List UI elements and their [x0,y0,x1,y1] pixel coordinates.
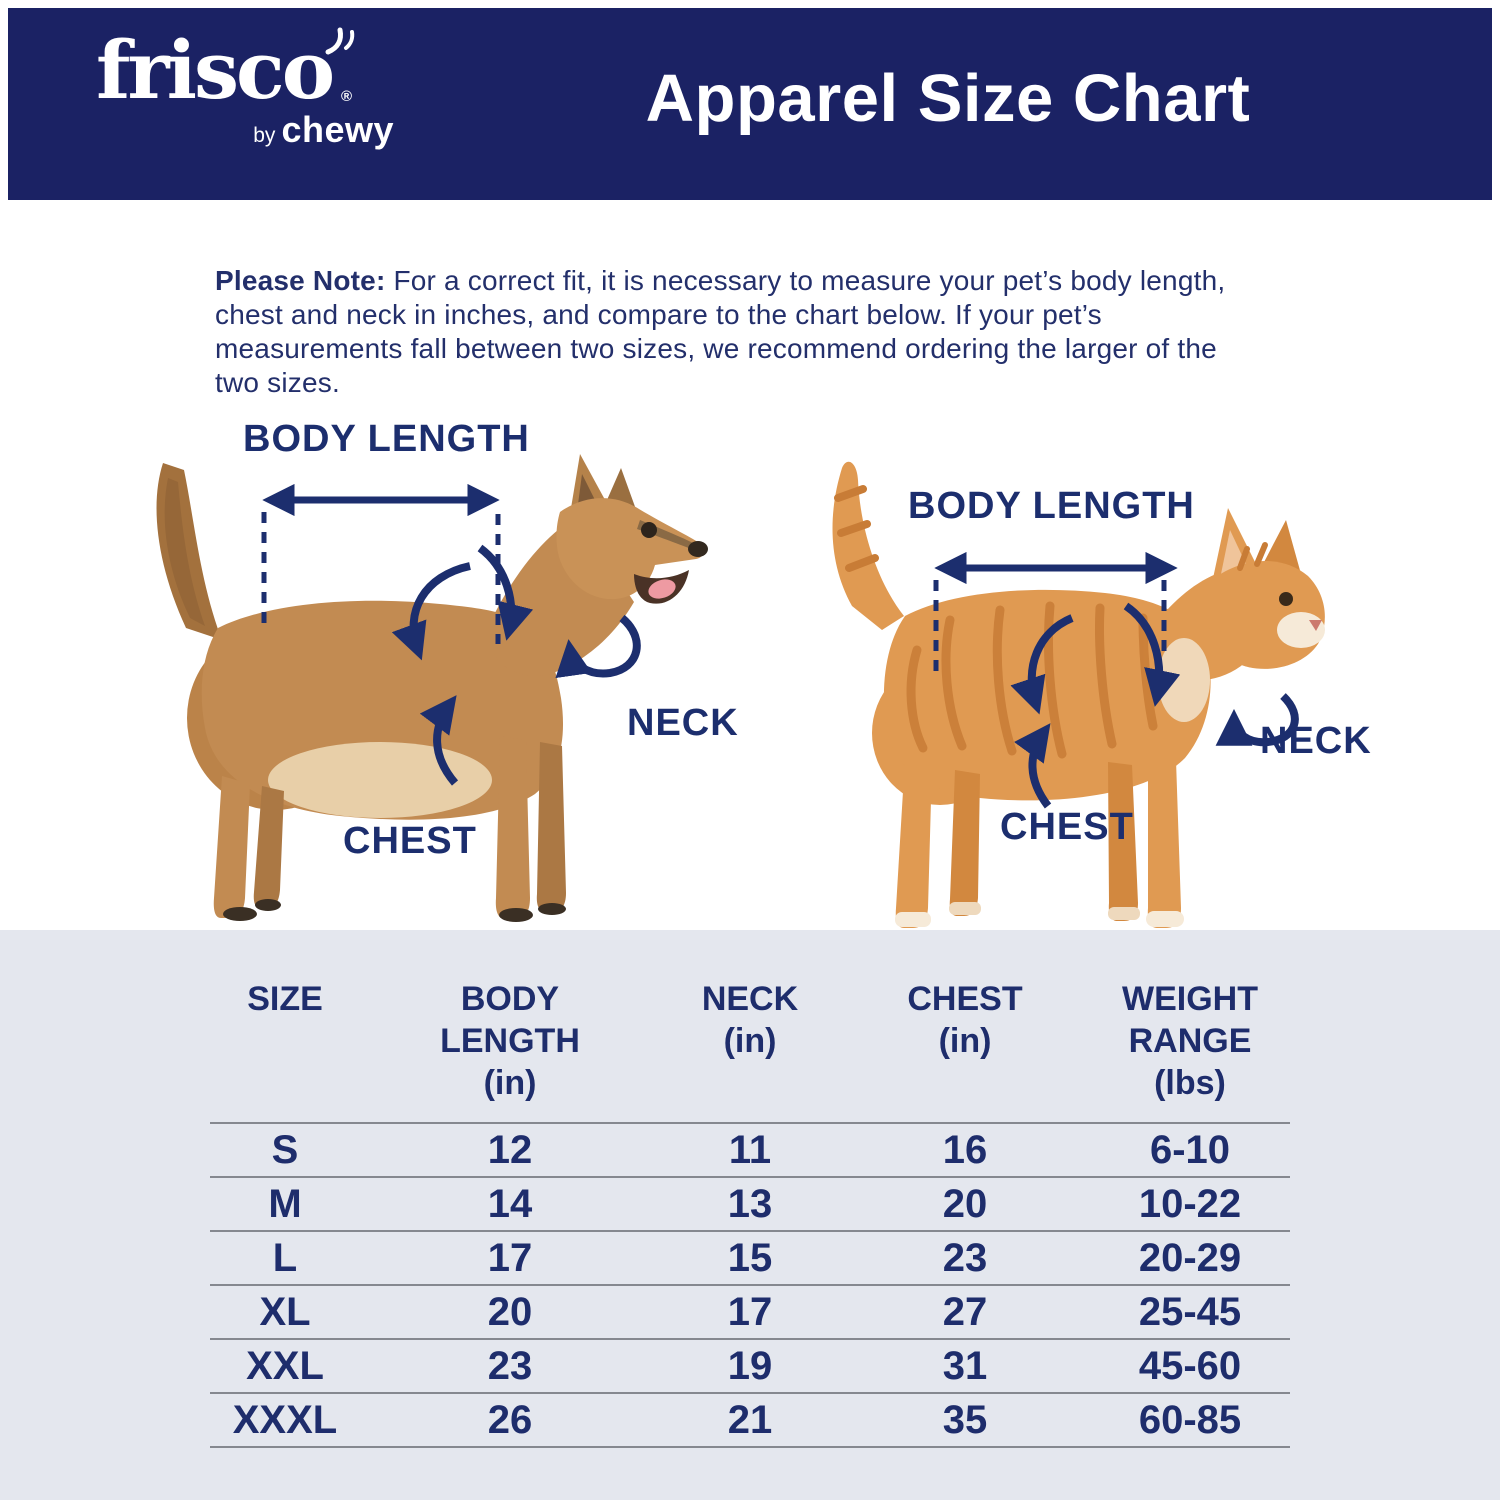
page-title: Apparel Size Chart [645,61,1251,136]
cell-weight: 20-29 [1138,1236,1242,1280]
column-header-neck [660,978,840,1104]
header-line: (in) [483,1064,537,1102]
cell-chest: 31 [942,1344,988,1388]
cell-body-length: 23 [487,1344,533,1388]
diagram-artwork [0,378,1500,930]
table-row-xxl [210,1340,1290,1394]
note-body: For a correct fit, it is necessary to measure your pet’s body length, chest and neck in inches, and compare to the chart below. If your pet’s measurements fall between two sizes, we recommend ordering the larger of the two sizes. [215,265,1226,398]
registered-mark: ® [341,88,353,105]
tail-flick-icon [322,26,356,60]
header-line: LENGTH [440,1022,580,1060]
cell-chest: 35 [942,1398,988,1442]
cell-chest: 20 [942,1182,988,1226]
cat-neck-label: NECK [1260,720,1372,762]
header-line: WEIGHT [1122,980,1258,1018]
cell-weight: 25-45 [1138,1290,1242,1334]
cell-size: XXXL [232,1398,338,1442]
header-bar [8,8,1492,200]
table-row-l [210,1232,1290,1286]
byline-by: by [253,124,276,147]
cell-neck: 13 [727,1182,773,1226]
cell-weight: 45-60 [1138,1344,1242,1388]
size-chart-section [0,930,1500,1500]
cell-body-length: 26 [487,1398,533,1442]
column-header-size [210,978,360,1104]
header-line: (in) [723,1022,777,1060]
cell-neck: 17 [727,1290,773,1334]
cell-size: L [272,1236,298,1280]
cell-neck: 19 [727,1344,773,1388]
byline [96,109,396,150]
header-line: SIZE [247,980,323,1018]
byline-chewy: chewy [281,109,394,150]
cell-weight: 6-10 [1149,1128,1231,1172]
cell-chest: 16 [942,1128,988,1172]
dog-body-length-label: BODY LENGTH [243,418,530,460]
cell-neck: 11 [728,1128,772,1172]
table-row-s [210,1124,1290,1178]
dog-chest-label: CHEST [343,820,477,862]
cell-body-length: 14 [487,1182,533,1226]
size-chart-table [210,978,1290,1448]
cell-size: XL [259,1290,311,1334]
table-row-m [210,1178,1290,1232]
table-row-xxxl [210,1394,1290,1448]
cell-body-length: 17 [487,1236,533,1280]
frisco-logo [96,23,396,150]
cell-body-length: 12 [487,1128,533,1172]
header-line: (in) [938,1022,992,1060]
brand-text: frisco [96,23,333,117]
cat-illustration [833,462,1325,928]
cell-body-length: 20 [487,1290,533,1334]
column-header-body-length [360,978,660,1104]
header-line: CHEST [907,980,1023,1018]
cell-neck: 21 [727,1398,773,1442]
header-line: BODY [460,980,560,1018]
cell-chest: 27 [942,1290,988,1334]
cell-size: M [268,1182,302,1226]
column-header-chest [840,978,1090,1104]
table-header-row [210,978,1290,1124]
dog-neck-label: NECK [627,702,739,744]
column-header-weight-range [1090,978,1290,1104]
cell-weight: 60-85 [1138,1398,1242,1442]
cat-body-length-label: BODY LENGTH [908,485,1195,527]
cell-neck: 15 [727,1236,773,1280]
header-line: (lbs) [1154,1064,1226,1102]
note-label: Please Note: [215,265,386,296]
cell-size: S [271,1128,299,1172]
header-line: NECK [701,980,799,1018]
table-row-xl [210,1286,1290,1340]
cell-size: XXL [246,1344,324,1388]
header-line: RANGE [1128,1022,1252,1060]
brand-wordmark [96,23,353,117]
cell-chest: 23 [942,1236,988,1280]
cell-weight: 10-22 [1138,1182,1242,1226]
measurement-diagram [0,378,1500,930]
cat-chest-label: CHEST [1000,806,1134,848]
